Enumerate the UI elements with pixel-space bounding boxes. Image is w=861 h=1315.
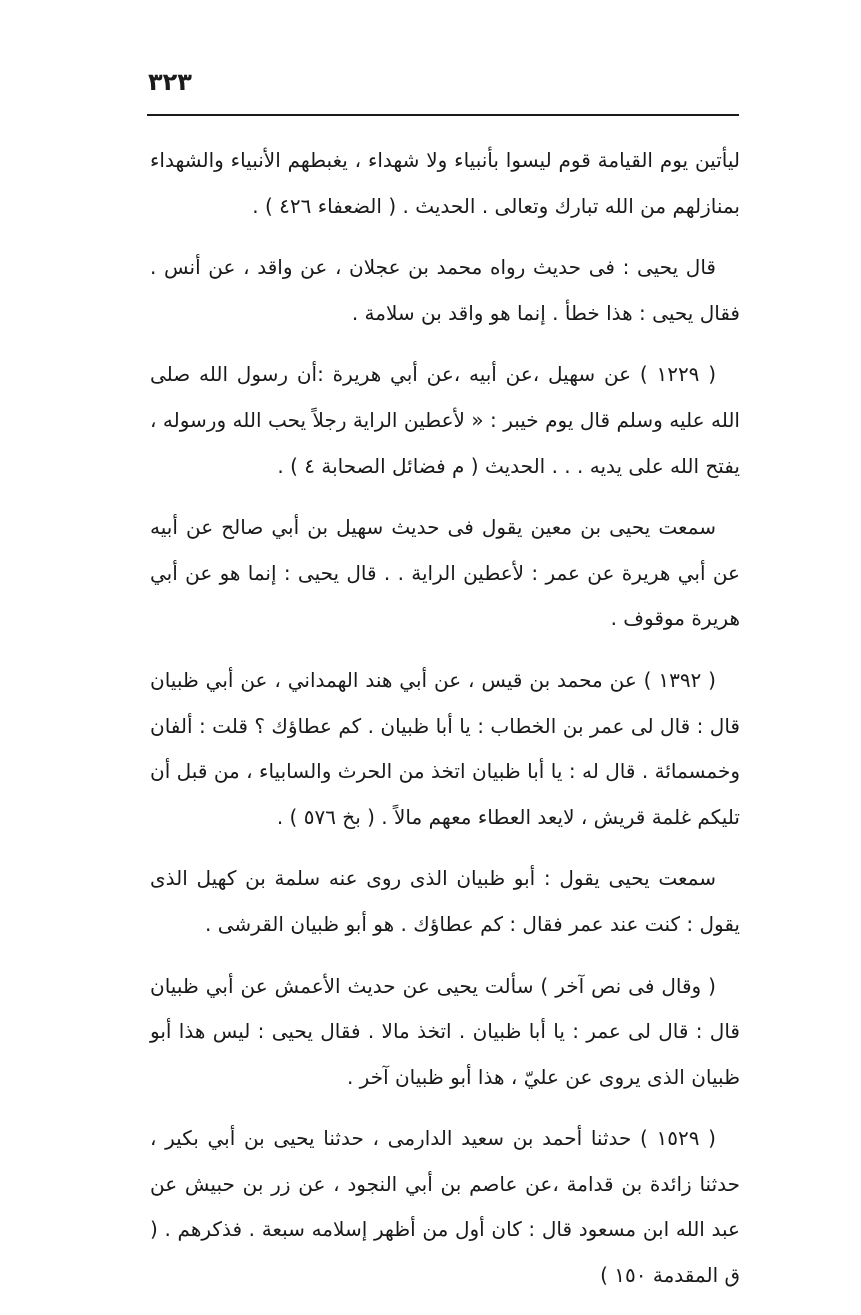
paragraph-2: قال يحيى : فى حديث رواه محمد بن عجلان ، عن واقد ، عن أنس . فقال يحيى : هذا خطأ . إنما هو واقد بن سلامة . — [150, 255, 740, 325]
paragraph-5: ( ١٣٩٢ ) عن محمد بن قيس ، عن أبي هند الهمداني ، عن أبي ظبيان قال : قال لى عمر بن الخطاب : يا أبا ظبيان . كم عطاؤك ؟ قلت : ألفان وخمسمائة . قال له : يا أبا ظبيان اتخذ من الحرث والسابياء ، من قبل أن تليكم غلمة قريش ، لايعد العطاء معهم مالاً . ( بخ ٥٧٦ ) . — [150, 667, 740, 829]
page-number: ٣٢٣ — [148, 68, 192, 96]
page-body — [150, 138, 740, 1315]
paragraph-3: ( ١٢٢٩ ) عن سهيل ،عن أبيه ،عن أبي هريرة :أن رسول الله صلى الله عليه وسلم قال يوم خيبر : « لأعطين الراية رجلاً يحب الله ورسوله ، يفتح الله على يديه . . . الحديث ( م فضائل الصحابة ٤ ) . — [150, 362, 740, 478]
paragraph-6: سمعت يحيى يقول : أبو ظبيان الذى روى عنه سلمة بن كهيل الذى يقول : كنت عند عمر فقال : كم عطاؤك . هو أبو ظبيان القرشى . — [150, 866, 740, 936]
paragraph-1: ليأتين يوم القيامة قوم ليسوا بأنبياء ولا شهداء ، يغبطهم الأنبياء والشهداء بمنازلهم من الله تبارك وتعالى . الحديث . ( الضعفاء ٤٢٦ ) . — [150, 148, 740, 218]
paragraph-7: ( وقال فى نص آخر ) سألت يحيى عن حديث الأعمش عن أبي ظبيان قال : قال لى عمر : يا أبا ظبيان . اتخذ مالا . فقال يحيى : ليس هذا أبو ظبيان الذى يروى عن عليّ ، هذا أبو ظبيان آخر . — [150, 973, 740, 1089]
header-rule — [147, 114, 739, 116]
paragraph-4: سمعت يحيى بن معين يقول فى حديث سهيل بن أبي صالح عن أبيه عن أبي هريرة عن عمر : لأعطين الراية . . قال يحيى : إنما هو عن أبي هريرة موقوف . — [150, 515, 740, 631]
paragraph-8: ( ١٥٢٩ ) حدثنا أحمد بن سعيد الدارمى ، حدثنا يحيى بن أبي بكير ، حدثنا زائدة بن قدامة ،عن عاصم بن أبي النجود ، عن زر بن حبيش عن عبد الله ابن مسعود قال : كان أول من أظهر إسلامه سبعة . فذكرهم . ( ق المقدمة ١٥٠ ) — [150, 1126, 740, 1288]
